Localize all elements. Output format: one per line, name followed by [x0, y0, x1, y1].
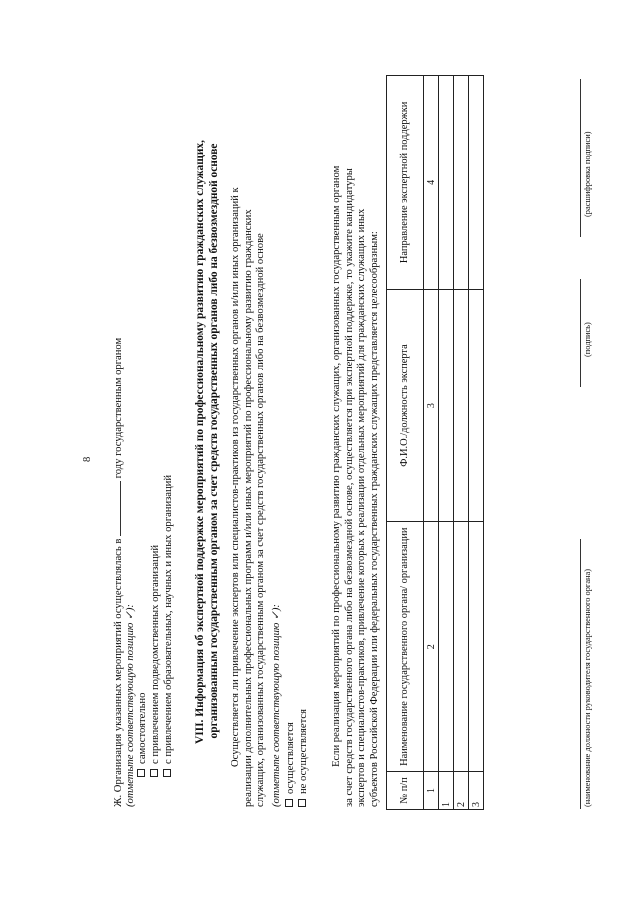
table-header-organization: Наименование государственного органа/ организации	[387, 522, 424, 772]
table-header-row	[387, 76, 424, 810]
table-row	[439, 76, 454, 810]
checkbox-zh-2[interactable]	[150, 769, 158, 777]
instruction-line-1: Если реализация мероприятий по профессиональному развитию гражданских служащих, организованных государственным органом	[331, 165, 342, 767]
instruction-line-4: субъектов Российской Федерации или федеральных государственных гражданских служащих представляется целесообразным:	[368, 231, 380, 807]
column-number-4: 4	[424, 76, 439, 290]
table-cell[interactable]	[469, 76, 484, 290]
instruction-line-3: экспертов и специалистов-практиков, привлечение которых к реализации отдельных мероприятий для гражданских служащих иных	[356, 208, 367, 807]
table-cell[interactable]	[469, 522, 484, 772]
table-cell[interactable]	[454, 522, 469, 772]
section-zh-line	[112, 338, 126, 807]
decoding-line	[580, 79, 581, 237]
table-cell: 3	[469, 772, 484, 810]
section-8-note: (отметьте соответствующую позицию ✓):	[271, 604, 282, 807]
table-cell[interactable]	[454, 289, 469, 522]
option-zh-1	[137, 693, 150, 777]
table-header-expert: Ф.И.О./должность эксперта	[387, 289, 424, 522]
option-8-1-label: осуществляется	[285, 722, 296, 794]
column-number-3: 3	[424, 289, 439, 522]
year-blank	[112, 481, 121, 536]
table-cell[interactable]	[469, 289, 484, 522]
table-cell: 2	[454, 772, 469, 810]
table-cell[interactable]	[439, 522, 454, 772]
option-8-2-label: не осуществляется	[298, 709, 309, 794]
section-8-title-line2: организованным государственным органом за счет средств государственных органов либо на безвозмездной основе	[208, 143, 220, 739]
option-8-2	[298, 709, 311, 807]
question-line-1: Осуществляется ли привлечение экспертов или специалистов-практиков из государственных органов и/или иных организаций к	[230, 187, 241, 767]
table-header-direction: Направление экспертной поддержки	[387, 76, 424, 290]
question-line-3: служащих, организованных государственным органом за счет средств государственных органов либо на безвозмездной основе	[255, 233, 266, 807]
position-label: (наименование должности руководителя государственного органа)	[583, 568, 592, 807]
instruction-line-2: за счет средств государственного органа либо на безвозмездной основе, осуществляется при экспертной поддержке, то укажите кандидатуры	[343, 168, 355, 807]
question-line-2: реализации дополнительных профессиональных программ и/или иных мероприятий по профессиональному развитию гражданских	[242, 209, 254, 807]
table-column-numbers-row	[424, 76, 439, 810]
option-zh-2-label: с привлечением подведомственных организаций	[150, 545, 161, 764]
decoding-label: (расшифровка подписи)	[583, 131, 592, 217]
section-8-title-line1: VIII. Информация об экспертной поддержке мероприятий по профессиональному развитию гражданских служащих,	[194, 140, 206, 744]
checkbox-8-1[interactable]	[285, 799, 293, 807]
table-cell[interactable]	[439, 289, 454, 522]
section-8-instruction	[331, 90, 381, 807]
option-zh-3	[163, 475, 176, 777]
signature-label: (подпись)	[583, 322, 592, 357]
column-number-1: 1	[424, 772, 439, 810]
table-row	[469, 76, 484, 810]
signature-line	[580, 279, 581, 387]
table-cell: 1	[439, 772, 454, 810]
section-zh-suffix: году государственным органом	[113, 337, 124, 479]
option-zh-3-label: с привлечением образовательных, научных и иных организаций	[163, 474, 174, 764]
page-number: 8	[82, 456, 93, 462]
experts-table	[386, 75, 484, 810]
table-cell[interactable]	[454, 76, 469, 290]
section-zh-prefix: Ж. Организация указанных мероприятий осуществлялась в	[113, 538, 124, 807]
checkbox-zh-3[interactable]	[163, 769, 171, 777]
section-zh-note: (отметьте соответствующую позицию ✓):	[125, 604, 136, 807]
table-cell[interactable]	[439, 76, 454, 290]
checkbox-zh-1[interactable]	[137, 769, 145, 777]
table-row	[454, 76, 469, 810]
section-8-question	[230, 90, 268, 807]
option-zh-2	[150, 545, 163, 777]
position-signature-line	[580, 539, 581, 809]
checkbox-8-2[interactable]	[298, 799, 306, 807]
option-zh-1-label: самостоятельно	[137, 692, 148, 764]
column-number-2: 2	[424, 522, 439, 772]
table-header-number: № п/п	[387, 772, 424, 810]
option-8-1	[285, 722, 298, 807]
